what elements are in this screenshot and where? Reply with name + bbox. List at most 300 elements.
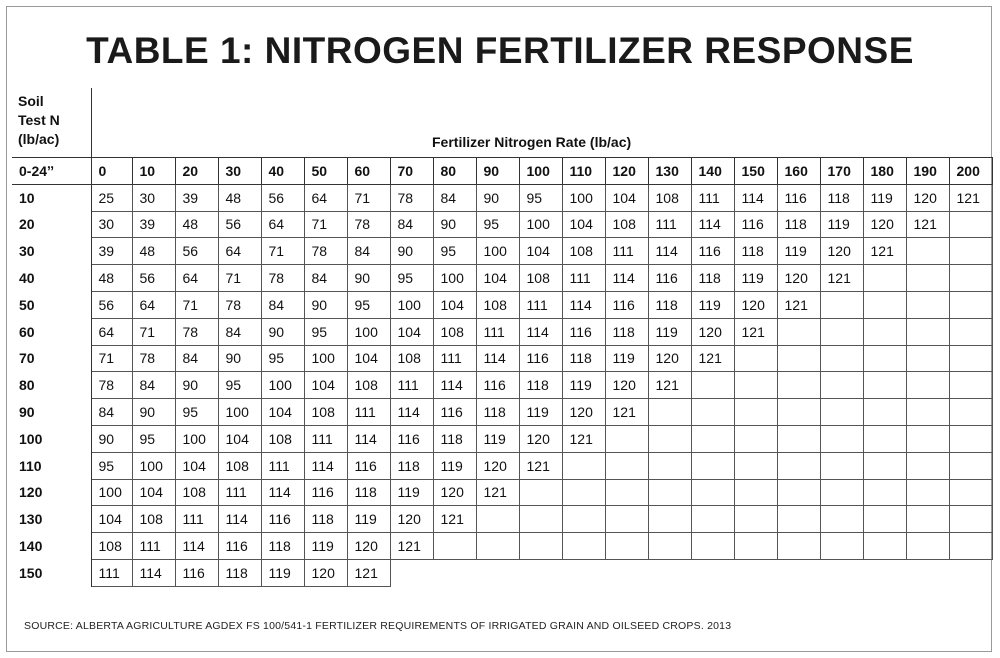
table-cell: 108 [218, 452, 261, 479]
empty-cell [648, 399, 691, 426]
table-cell: 30 [91, 211, 132, 238]
empty-cell [734, 479, 777, 506]
table-cell: 90 [91, 425, 132, 452]
table-cell: 114 [562, 291, 605, 318]
table-cell: 120 [476, 452, 519, 479]
table-cell: 104 [519, 238, 562, 265]
table-row [12, 479, 992, 506]
table-cell: 95 [91, 452, 132, 479]
table-cell: 120 [820, 238, 863, 265]
table-cell: 121 [390, 533, 433, 560]
table-cell: 84 [390, 211, 433, 238]
empty-cell [820, 559, 863, 586]
table-cell: 121 [476, 479, 519, 506]
table-cell: 64 [175, 265, 218, 292]
empty-cell [949, 238, 992, 265]
table-cell: 116 [648, 265, 691, 292]
table-cell: 108 [347, 372, 390, 399]
table-cell: 118 [562, 345, 605, 372]
table-cell: 78 [390, 184, 433, 211]
table-cell: 95 [390, 265, 433, 292]
table-cell: 114 [261, 479, 304, 506]
table-cell: 114 [433, 372, 476, 399]
soil-test-value: 130 [12, 506, 91, 533]
empty-cell [863, 318, 906, 345]
empty-cell [906, 559, 949, 586]
table-cell: 111 [304, 425, 347, 452]
empty-cell [863, 425, 906, 452]
empty-cell [949, 506, 992, 533]
table-cell: 84 [132, 372, 175, 399]
empty-cell [605, 479, 648, 506]
table-cell: 111 [476, 318, 519, 345]
empty-cell [777, 318, 820, 345]
table-cell: 116 [605, 291, 648, 318]
empty-cell [906, 452, 949, 479]
soil-test-value: 110 [12, 452, 91, 479]
table-cell: 95 [261, 345, 304, 372]
table-cell: 108 [132, 506, 175, 533]
empty-cell [691, 533, 734, 560]
table-cell: 111 [175, 506, 218, 533]
table-cell: 111 [433, 345, 476, 372]
table-row [12, 452, 992, 479]
empty-cell [863, 506, 906, 533]
table-cell: 116 [304, 479, 347, 506]
empty-cell [863, 372, 906, 399]
table-cell: 71 [347, 184, 390, 211]
empty-cell [734, 506, 777, 533]
table-cell: 121 [648, 372, 691, 399]
table-cell: 90 [175, 372, 218, 399]
column-header: 120 [605, 158, 648, 185]
empty-cell [820, 291, 863, 318]
table-cell: 100 [91, 479, 132, 506]
table-cell: 120 [304, 559, 347, 586]
table-cell: 118 [218, 559, 261, 586]
table-cell: 119 [777, 238, 820, 265]
table-cell: 100 [304, 345, 347, 372]
empty-cell [734, 399, 777, 426]
table-cell: 95 [347, 291, 390, 318]
empty-cell [777, 533, 820, 560]
table-row [12, 559, 992, 586]
table-cell: 78 [91, 372, 132, 399]
table-cell: 116 [777, 184, 820, 211]
table-cell: 116 [433, 399, 476, 426]
empty-cell [433, 559, 476, 586]
table-cell: 116 [734, 211, 777, 238]
column-header: 200 [949, 158, 992, 185]
table-cell: 95 [476, 211, 519, 238]
empty-cell [906, 425, 949, 452]
table-cell: 111 [261, 452, 304, 479]
table-cell: 121 [949, 184, 992, 211]
empty-cell [820, 506, 863, 533]
empty-cell [648, 533, 691, 560]
table-cell: 118 [476, 399, 519, 426]
empty-cell [734, 425, 777, 452]
nitrogen-response-table [12, 157, 993, 587]
table-cell: 114 [218, 506, 261, 533]
table-cell: 64 [261, 211, 304, 238]
table-cell: 119 [562, 372, 605, 399]
table-cell: 119 [304, 533, 347, 560]
column-header: 140 [691, 158, 734, 185]
soil-test-value: 60 [12, 318, 91, 345]
table-cell: 104 [605, 184, 648, 211]
table-cell: 118 [304, 506, 347, 533]
table-cell: 114 [304, 452, 347, 479]
table-cell: 114 [476, 345, 519, 372]
header-divider [91, 88, 92, 157]
empty-cell [734, 345, 777, 372]
empty-cell [562, 452, 605, 479]
empty-cell [519, 506, 562, 533]
empty-cell [863, 265, 906, 292]
table-cell: 56 [175, 238, 218, 265]
table-cell: 104 [562, 211, 605, 238]
table-cell: 119 [820, 211, 863, 238]
table-cell: 108 [433, 318, 476, 345]
empty-cell [820, 372, 863, 399]
table-cell: 116 [347, 452, 390, 479]
empty-cell [562, 506, 605, 533]
table-cell: 90 [132, 399, 175, 426]
soil-header-line1: Soil [18, 93, 44, 109]
table-cell: 121 [820, 265, 863, 292]
soil-test-value: 20 [12, 211, 91, 238]
table-row [12, 533, 992, 560]
empty-cell [648, 425, 691, 452]
empty-cell [734, 372, 777, 399]
empty-cell [390, 559, 433, 586]
table-cell: 119 [734, 265, 777, 292]
table-cell: 118 [648, 291, 691, 318]
table-cell: 100 [476, 238, 519, 265]
table-cell: 108 [304, 399, 347, 426]
empty-cell [691, 372, 734, 399]
table-cell: 95 [519, 184, 562, 211]
empty-cell [906, 479, 949, 506]
table-cell: 100 [261, 372, 304, 399]
table-cell: 104 [304, 372, 347, 399]
empty-cell [949, 372, 992, 399]
table-cell: 114 [175, 533, 218, 560]
table-cell: 104 [347, 345, 390, 372]
soil-test-value: 100 [12, 425, 91, 452]
empty-cell [605, 559, 648, 586]
table-cell: 119 [433, 452, 476, 479]
table-cell: 71 [132, 318, 175, 345]
table-cell: 104 [261, 399, 304, 426]
table-cell: 120 [347, 533, 390, 560]
table-cell: 119 [863, 184, 906, 211]
table-cell: 100 [347, 318, 390, 345]
table-cell: 111 [218, 479, 261, 506]
table-row [12, 184, 992, 211]
table-cell: 104 [218, 425, 261, 452]
column-header: 50 [304, 158, 347, 185]
table-cell: 25 [91, 184, 132, 211]
table-cell: 104 [91, 506, 132, 533]
empty-cell [562, 533, 605, 560]
empty-cell [820, 533, 863, 560]
table-cell: 119 [476, 425, 519, 452]
soil-test-value: 30 [12, 238, 91, 265]
table-cell: 108 [562, 238, 605, 265]
table-cell: 114 [390, 399, 433, 426]
empty-cell [906, 238, 949, 265]
empty-cell [605, 452, 648, 479]
table-cell: 114 [605, 265, 648, 292]
table-cell: 121 [734, 318, 777, 345]
table-cell: 30 [132, 184, 175, 211]
empty-cell [949, 479, 992, 506]
empty-cell [949, 291, 992, 318]
table-cell: 118 [390, 452, 433, 479]
empty-cell [949, 399, 992, 426]
table-cell: 39 [91, 238, 132, 265]
empty-cell [863, 291, 906, 318]
table-cell: 120 [605, 372, 648, 399]
table-cell: 104 [476, 265, 519, 292]
empty-cell [605, 533, 648, 560]
table-row [12, 211, 992, 238]
empty-cell [777, 425, 820, 452]
soil-test-value: 70 [12, 345, 91, 372]
table-cell: 84 [347, 238, 390, 265]
table-cell: 111 [562, 265, 605, 292]
empty-cell [519, 479, 562, 506]
table-cell: 120 [906, 184, 949, 211]
table-cell: 71 [175, 291, 218, 318]
empty-cell [777, 452, 820, 479]
table-cell: 121 [562, 425, 605, 452]
table-cell: 95 [132, 425, 175, 452]
table-cell: 118 [347, 479, 390, 506]
column-header: 100 [519, 158, 562, 185]
empty-cell [949, 318, 992, 345]
table-cell: 116 [476, 372, 519, 399]
empty-cell [820, 345, 863, 372]
table-cell: 95 [304, 318, 347, 345]
table-cell: 90 [304, 291, 347, 318]
table-cell: 100 [519, 211, 562, 238]
empty-cell [949, 211, 992, 238]
empty-cell [949, 452, 992, 479]
empty-cell [691, 506, 734, 533]
empty-cell [949, 425, 992, 452]
table-body [12, 184, 992, 586]
empty-cell [820, 318, 863, 345]
table-cell: 71 [261, 238, 304, 265]
table-cell: 120 [777, 265, 820, 292]
table-cell: 121 [605, 399, 648, 426]
table-cell: 118 [691, 265, 734, 292]
table-cell: 100 [562, 184, 605, 211]
table-cell: 84 [218, 318, 261, 345]
column-header: 0 [91, 158, 132, 185]
column-header: 160 [777, 158, 820, 185]
empty-cell [777, 372, 820, 399]
table-cell: 111 [347, 399, 390, 426]
soil-test-value: 90 [12, 399, 91, 426]
table-cell: 119 [347, 506, 390, 533]
table-cell: 78 [132, 345, 175, 372]
table-cell: 84 [433, 184, 476, 211]
empty-cell [734, 559, 777, 586]
source-note: SOURCE: ALBERTA AGRICULTURE AGDEX FS 100/541-1 FERTILIZER REQUIREMENTS OF IRRIGATED GRAIN AND OILSEED CROPS. 2013 [24, 620, 732, 632]
table-cell: 84 [304, 265, 347, 292]
table-cell: 120 [648, 345, 691, 372]
table-cell: 121 [777, 291, 820, 318]
table-cell: 111 [519, 291, 562, 318]
table-cell: 108 [519, 265, 562, 292]
empty-cell [562, 559, 605, 586]
soil-test-value: 140 [12, 533, 91, 560]
empty-cell [605, 506, 648, 533]
table-cell: 116 [519, 345, 562, 372]
table-cell: 116 [390, 425, 433, 452]
table-cell: 104 [390, 318, 433, 345]
table-cell: 118 [433, 425, 476, 452]
empty-cell [906, 345, 949, 372]
empty-cell [906, 291, 949, 318]
empty-cell [863, 399, 906, 426]
table-cell: 100 [433, 265, 476, 292]
table-cell: 111 [605, 238, 648, 265]
empty-cell [691, 559, 734, 586]
table-row [12, 399, 992, 426]
soil-test-header [18, 92, 88, 149]
column-header: 60 [347, 158, 390, 185]
table-cell: 111 [691, 184, 734, 211]
table-cell: 78 [304, 238, 347, 265]
empty-cell [863, 533, 906, 560]
table-cell: 120 [433, 479, 476, 506]
table-cell: 114 [648, 238, 691, 265]
empty-cell [863, 345, 906, 372]
table-cell: 116 [218, 533, 261, 560]
soil-header-line2: Test N [18, 112, 60, 128]
table-cell: 119 [648, 318, 691, 345]
table-cell: 119 [691, 291, 734, 318]
empty-cell [476, 506, 519, 533]
table-row [12, 372, 992, 399]
fertilizer-rate-label: Fertilizer Nitrogen Rate (lb/ac) [432, 134, 632, 150]
empty-cell [949, 265, 992, 292]
table-cell: 56 [218, 211, 261, 238]
empty-cell [433, 533, 476, 560]
table-cell: 118 [734, 238, 777, 265]
column-header: 150 [734, 158, 777, 185]
table-cell: 120 [519, 425, 562, 452]
table-row [12, 291, 992, 318]
table-cell: 64 [132, 291, 175, 318]
table-cell: 114 [734, 184, 777, 211]
empty-cell [906, 399, 949, 426]
table-row [12, 425, 992, 452]
table-cell: 71 [218, 265, 261, 292]
empty-cell [691, 479, 734, 506]
table-cell: 95 [433, 238, 476, 265]
table-cell: 120 [734, 291, 777, 318]
table-cell: 114 [132, 559, 175, 586]
empty-cell [820, 399, 863, 426]
empty-cell [863, 452, 906, 479]
empty-cell [476, 559, 519, 586]
table-cell: 120 [863, 211, 906, 238]
column-header: 190 [906, 158, 949, 185]
soil-test-value: 120 [12, 479, 91, 506]
table-cell: 119 [261, 559, 304, 586]
table-cell: 90 [476, 184, 519, 211]
table-cell: 78 [218, 291, 261, 318]
table-cell: 121 [691, 345, 734, 372]
table-cell: 71 [91, 345, 132, 372]
table-cell: 108 [648, 184, 691, 211]
table-cell: 90 [433, 211, 476, 238]
column-header: 90 [476, 158, 519, 185]
table-cell: 104 [433, 291, 476, 318]
table-cell: 48 [218, 184, 261, 211]
table-row [12, 345, 992, 372]
empty-cell [863, 559, 906, 586]
empty-cell [949, 559, 992, 586]
empty-cell [906, 506, 949, 533]
table-cell: 108 [605, 211, 648, 238]
empty-cell [777, 506, 820, 533]
table-cell: 95 [175, 399, 218, 426]
empty-cell [605, 425, 648, 452]
table-cell: 120 [562, 399, 605, 426]
table-cell: 56 [91, 291, 132, 318]
table-row [12, 265, 992, 292]
soil-test-value: 10 [12, 184, 91, 211]
table-cell: 78 [347, 211, 390, 238]
table-cell: 114 [519, 318, 562, 345]
table-cell: 118 [820, 184, 863, 211]
depth-header: 0-24ˮ [12, 158, 91, 185]
table-cell: 111 [132, 533, 175, 560]
table-cell: 111 [91, 559, 132, 586]
table-cell: 90 [218, 345, 261, 372]
table-cell: 118 [261, 533, 304, 560]
empty-cell [906, 265, 949, 292]
empty-cell [820, 425, 863, 452]
empty-cell [863, 479, 906, 506]
empty-cell [691, 425, 734, 452]
soil-test-value: 50 [12, 291, 91, 318]
empty-cell [949, 345, 992, 372]
table-cell: 114 [691, 211, 734, 238]
empty-cell [820, 452, 863, 479]
table-cell: 84 [261, 291, 304, 318]
table-cell: 84 [91, 399, 132, 426]
column-header: 70 [390, 158, 433, 185]
column-header: 30 [218, 158, 261, 185]
table-cell: 48 [91, 265, 132, 292]
empty-cell [820, 479, 863, 506]
empty-cell [519, 559, 562, 586]
table-cell: 90 [261, 318, 304, 345]
table-cell: 116 [562, 318, 605, 345]
table-cell: 48 [175, 211, 218, 238]
table-cell: 95 [218, 372, 261, 399]
table-cell: 108 [91, 533, 132, 560]
column-header: 80 [433, 158, 476, 185]
